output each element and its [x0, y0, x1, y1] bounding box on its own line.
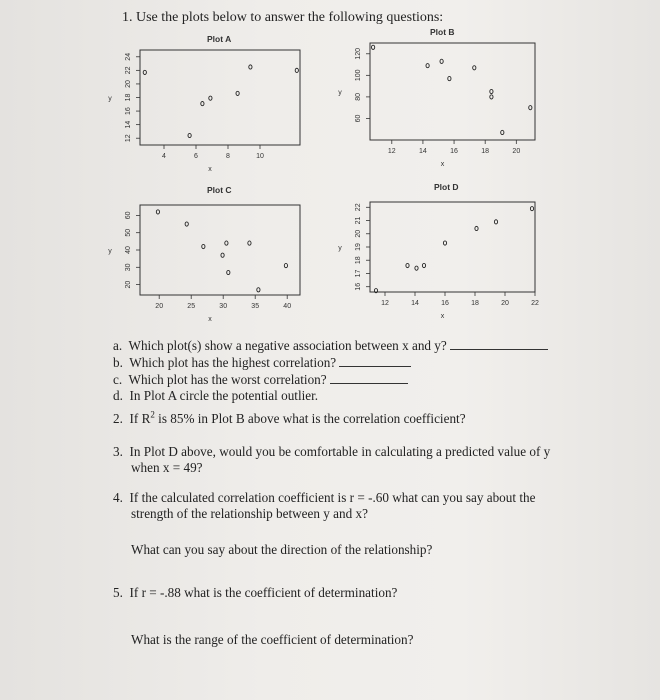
data-point [529, 106, 532, 110]
y-tick-label: 22 [124, 66, 132, 75]
y-tick-label: 100 [354, 69, 362, 82]
y-tick-label: 18 [354, 256, 362, 265]
y-tick-label: 19 [354, 243, 362, 251]
question-1-parts [113, 337, 583, 404]
data-point [501, 130, 504, 134]
plot-d-title: Plot D [434, 182, 459, 192]
plot-a-title: Plot A [207, 34, 232, 44]
part-c: c. Which plot has the worst correlation? [113, 371, 583, 388]
y-tick-label: 22 [354, 203, 362, 212]
plot-b [325, 35, 555, 175]
data-point [185, 222, 188, 226]
data-point [440, 59, 443, 63]
plot-frame [140, 50, 300, 145]
question-3: 3. In Plot D above, would you be comfortable in calculating a predicted value of y when x = 49? [113, 444, 551, 475]
y-tick-label: 24 [124, 52, 132, 61]
answer-blank-b[interactable] [339, 354, 411, 367]
question-5: 5. If r = -.88 what is the coefficient of determination? [113, 585, 398, 600]
plot-b-title: Plot B [430, 27, 455, 37]
x-axis-label: x [208, 166, 212, 173]
part-d: d. In Plot A circle the potential outlier. [113, 388, 319, 403]
x-tick-label: 22 [531, 300, 539, 307]
plot-c [100, 193, 320, 333]
answer-blank-c[interactable] [330, 371, 408, 384]
data-point [202, 244, 205, 248]
answer-blank-a[interactable] [450, 337, 548, 350]
y-tick-label: 60 [354, 114, 362, 123]
y-tick-label: 60 [124, 211, 132, 220]
part-a: a. Which plot(s) show a negative association between x and y? [113, 337, 583, 354]
data-point [448, 76, 451, 80]
x-axis-label: x [440, 161, 445, 168]
x-tick-label: 25 [187, 303, 196, 310]
x-tick-label: 14 [419, 148, 427, 155]
data-point [422, 263, 425, 267]
data-point [443, 241, 446, 245]
x-tick-label: 12 [387, 148, 396, 155]
data-point [475, 226, 478, 230]
x-tick-label: 18 [471, 300, 479, 307]
data-point [143, 70, 146, 74]
data-point [530, 207, 533, 211]
data-point [473, 66, 476, 70]
plot-frame [370, 43, 535, 140]
x-tick-label: 10 [256, 153, 264, 160]
data-point [490, 89, 493, 93]
x-tick-label: 4 [162, 153, 166, 160]
y-tick-label: 30 [124, 263, 132, 272]
y-tick-label: 16 [124, 107, 132, 115]
data-point [236, 91, 239, 95]
data-point [494, 220, 497, 224]
y-tick-label: 50 [124, 228, 132, 237]
question-4-followup: What can you say about the direction of the relationship? [131, 542, 433, 557]
y-tick-label: 16 [354, 282, 362, 291]
x-tick-label: 16 [450, 148, 458, 155]
data-point [209, 96, 212, 100]
x-tick-label: 20 [501, 300, 509, 307]
question-4: 4. If the calculated correlation coefficient is r = -.60 what can you say about the strength of the relationship between y and x? What can you say about the direction of the relationship? [113, 490, 633, 558]
x-tick-label: 20 [512, 148, 521, 155]
y-tick-label: 21 [354, 216, 362, 225]
x-tick-label: 20 [155, 303, 164, 310]
y-tick-label: 12 [124, 134, 132, 143]
x-axis-label: x [440, 313, 445, 320]
y-axis-label: y [108, 248, 112, 255]
x-tick-label: 30 [219, 303, 228, 310]
data-point [372, 45, 375, 49]
y-tick-label: 20 [124, 280, 132, 289]
y-tick-label: 20 [124, 80, 132, 88]
x-tick-label: 12 [381, 300, 389, 307]
x-tick-label: 35 [251, 303, 260, 310]
x-tick-label: 18 [481, 148, 490, 155]
data-point [415, 266, 418, 270]
plot-frame [370, 202, 535, 292]
y-tick-label: 17 [354, 269, 362, 278]
part-b: b. Which plot has the highest correlation? [113, 354, 583, 371]
data-point [284, 263, 287, 267]
y-axis-label: y [108, 95, 112, 103]
x-tick-label: 14 [411, 300, 419, 307]
x-tick-label: 8 [226, 153, 230, 160]
plot-frame [140, 205, 300, 295]
data-point [257, 288, 260, 292]
y-tick-label: 20 [354, 229, 362, 238]
x-tick-label: 6 [194, 153, 198, 160]
x-tick-label: 40 [283, 303, 292, 310]
data-point [490, 95, 493, 99]
question-2: 2. If $R^2$ is 85% in Plot B above what is the correlation coefficient? [113, 409, 466, 426]
data-point [201, 102, 204, 106]
data-point [188, 133, 191, 137]
x-axis-label: x [208, 316, 212, 323]
data-point [225, 241, 228, 245]
plot-c-title: Plot C [207, 185, 232, 195]
question-5-followup: What is the range of the coefficient of determination? [131, 632, 414, 647]
y-tick-label: 120 [354, 47, 362, 60]
data-point [406, 263, 409, 267]
data-point [221, 253, 224, 257]
data-point [248, 241, 251, 245]
y-tick-label: 40 [124, 246, 132, 254]
data-point [426, 64, 429, 68]
data-point [227, 270, 230, 274]
y-axis-label: y [338, 89, 342, 97]
y-tick-label: 18 [124, 93, 132, 102]
data-point [295, 68, 298, 72]
y-tick-label: 80 [354, 92, 362, 101]
question-1-heading: 1. Use the plots below to answer the following questions: [122, 10, 444, 25]
data-point [156, 210, 159, 214]
y-tick-label: 14 [124, 120, 132, 129]
plot-a [100, 40, 320, 180]
x-tick-label: 16 [441, 300, 449, 307]
data-point [249, 65, 252, 69]
y-axis-label: y [338, 245, 342, 252]
plot-d [325, 190, 555, 330]
